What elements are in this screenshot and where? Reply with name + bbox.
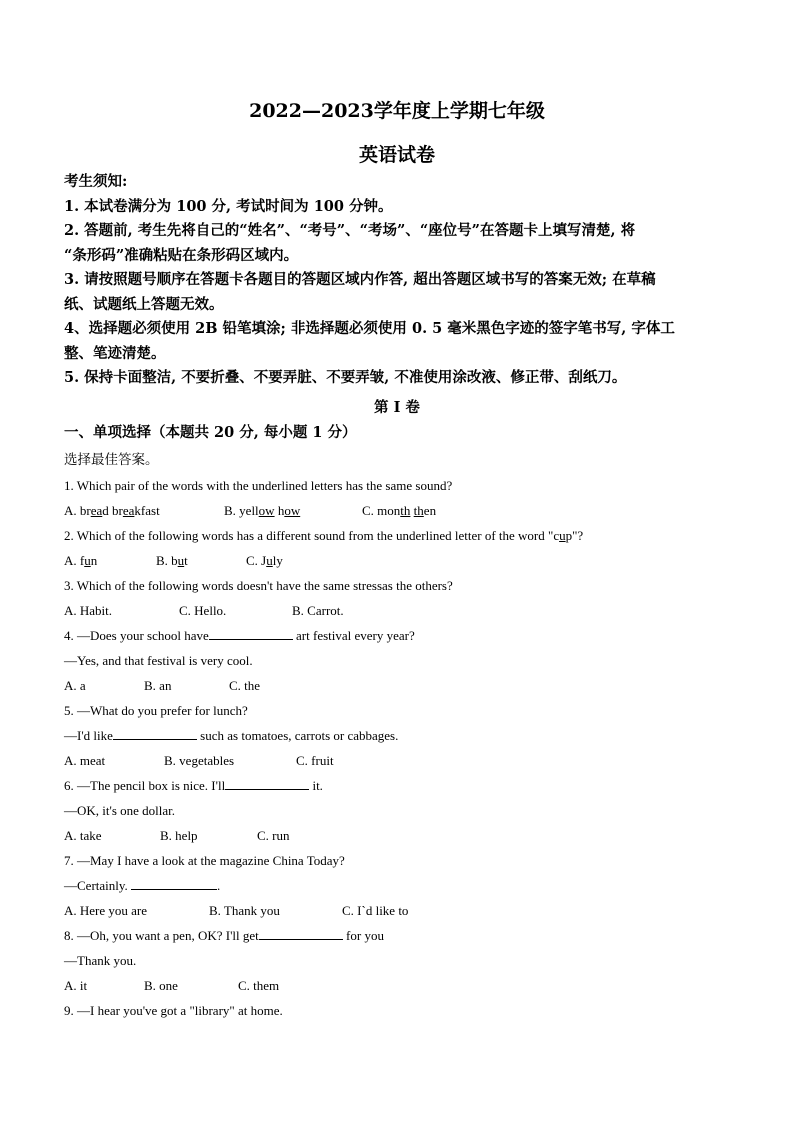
question-reply: —Yes, and that festival is very cool. (64, 653, 253, 668)
option-a: A. take (64, 828, 102, 843)
question-stem: 7. —May I have a look at the magazine China Today? (64, 853, 345, 868)
option-c: C. them (238, 978, 280, 993)
instruction-line: 3. 请按照题号顺序在答题卡各题目的答题区域内作答, 超出答题区域书写的答案无效; 在草稿 (64, 271, 656, 288)
instruction-line: 纸、试题纸上答题无效。 (64, 295, 224, 313)
question-stem: 2. Which of the following words has a different sound from the underlined letter of the word "cup"? (64, 528, 584, 543)
option-b: C. Hello. (179, 603, 227, 618)
question-stem: 6. —The pencil box is nice. I'll it. (64, 773, 744, 798)
answer-blank (113, 725, 197, 740)
option-a: A. Here you are (64, 903, 148, 918)
options-row (64, 973, 744, 998)
option-b: B. Thank you (209, 903, 280, 918)
section-direction: 选择最佳答案。 (64, 452, 159, 468)
question-stem: 1. Which pair of the words with the underlined letters has the same sound? (64, 478, 453, 493)
part-heading: 第 I 卷 (374, 399, 420, 416)
question-stem: 9. —I hear you've got a "library" at home. (64, 1003, 283, 1018)
option-c: C. the (229, 678, 261, 693)
page-title: 2022—2023学年度上学期七年级 (249, 100, 545, 122)
option-b: B. one (144, 978, 178, 993)
question-stem: 3. Which of the following words doesn't have the same stressas the others? (64, 578, 453, 593)
options-row (64, 898, 744, 923)
options-row (64, 823, 744, 848)
answer-blank (225, 775, 309, 790)
questions-body (64, 448, 744, 1023)
page-subtitle: 英语试卷 (358, 144, 435, 166)
answer-blank (131, 875, 217, 890)
answer-blank (259, 925, 343, 940)
option-a: A. a (64, 678, 86, 693)
option-a: A. fun (64, 553, 98, 568)
instruction-line: “条形码”准确粘贴在条形码区域内。 (64, 246, 299, 264)
instruction-line: 1. 本试卷满分为 100 分, 考试时间为 100 分钟。 (64, 197, 393, 215)
question-stem: 5. —What do you prefer for lunch? (64, 703, 248, 718)
instruction-line: 5. 保持卡面整洁, 不要折叠、不要弄脏、不要弄皱, 不准使用涂改液、修正带、刮纸刀。 (64, 369, 627, 386)
instruction-line: 整、笔迹清楚。 (64, 344, 166, 362)
instruction-line: 2. 答题前, 考生先将自己的“姓名”、“考号”、“考场”、“座位号”在答题卡上填写清楚, 将 (64, 222, 636, 239)
option-a: A. it (64, 978, 88, 993)
option-b: B. yellow how (224, 503, 301, 518)
instructions-heading: 考生须知: (64, 173, 128, 190)
instructions-block (64, 170, 734, 391)
option-b: B. an (144, 678, 172, 693)
option-a: A. Habit. (64, 603, 113, 618)
option-c: C. fruit (296, 753, 334, 768)
options-row (64, 598, 744, 623)
option-a: A. bread breakfast (64, 503, 160, 518)
option-b: B. help (160, 828, 198, 843)
question-reply: —Certainly. . (64, 873, 744, 898)
question-reply: —I'd like such as tomatoes, carrots or cabbages. (64, 723, 744, 748)
section-title: 一、单项选择（本题共 20 分, 每小题 1 分） (64, 424, 357, 441)
option-c: C. run (257, 828, 290, 843)
options-row (64, 748, 744, 773)
option-b: B. but (156, 553, 188, 568)
option-c: C. month then (362, 503, 437, 518)
question-stem: 8. —Oh, you want a pen, OK? I'll get for you (64, 923, 744, 948)
options-row (64, 548, 744, 573)
instruction-line: 4、选择题必须使用 2B 铅笔填涂; 非选择题必须使用 0. 5 毫米黑色字迹的签字笔书写, 字体工 (64, 320, 675, 337)
option-c: C. July (246, 553, 283, 568)
question-reply: —Thank you. (64, 953, 137, 968)
option-a: A. meat (64, 753, 106, 768)
option-c: C. I`d like to (342, 903, 409, 918)
question-reply: —OK, it's one dollar. (64, 803, 176, 818)
options-row (64, 498, 744, 523)
option-c: B. Carrot. (292, 603, 344, 618)
option-b: B. vegetables (164, 753, 235, 768)
question-stem: 4. —Does your school have art festival every year? (64, 623, 744, 648)
answer-blank (209, 625, 293, 640)
options-row (64, 673, 744, 698)
